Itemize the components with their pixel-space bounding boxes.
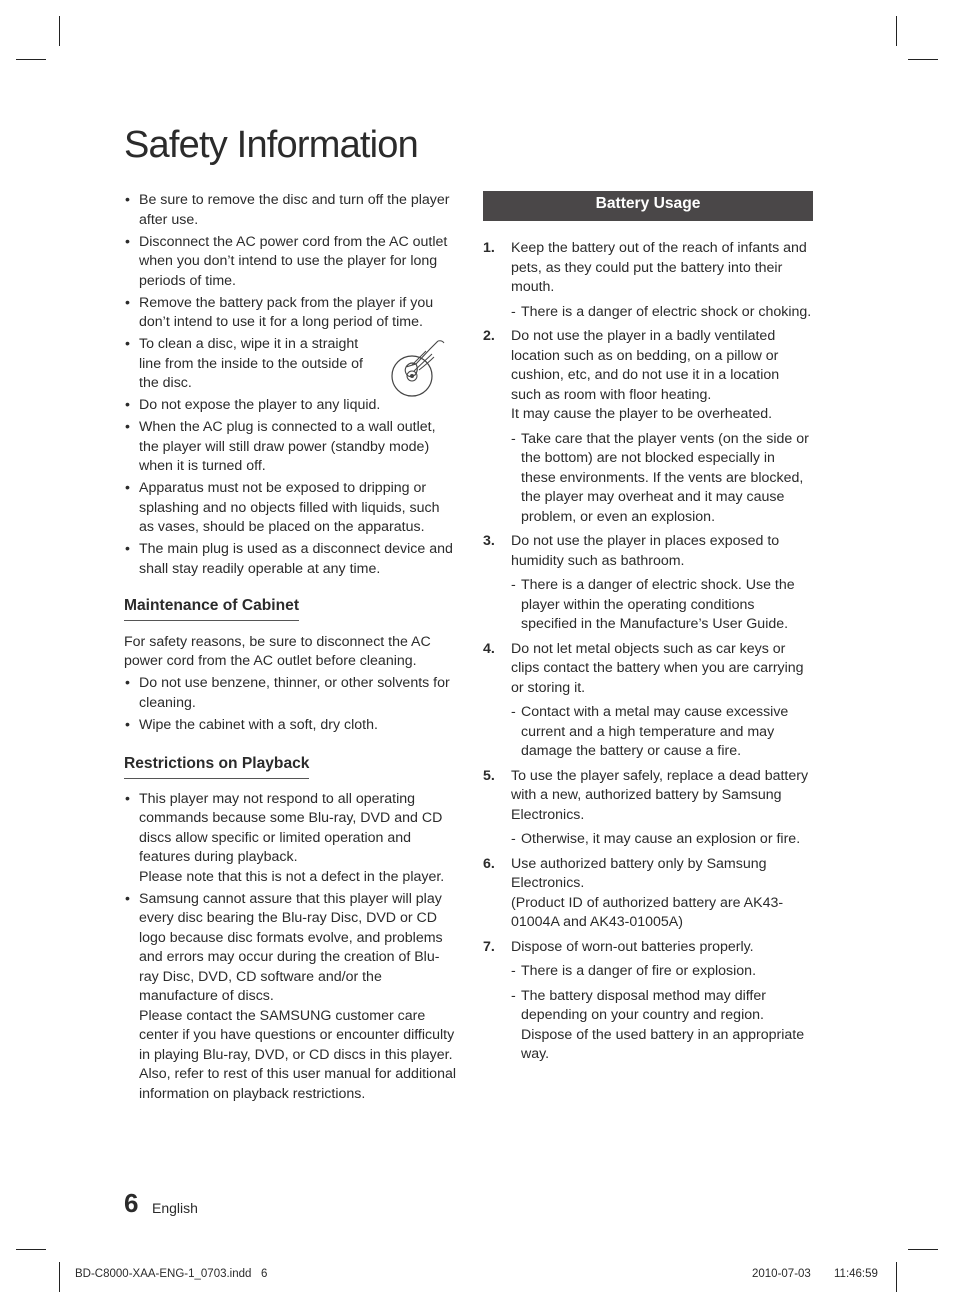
restriction-text: • Samsung cannot assure that this player will play every disc bearing the Blu-ray Disc, DVD or CD logo because disc formats evolve, and problems and errors may occur during the creation of Blu-ray Disc, DVD, CD software and/or the manufacture of discs. [139,890,443,1004]
battery-usage-heading: Battery Usage [483,191,813,221]
restriction-text: • This player may not respond to all operating commands because some Blu-ray, DVD and CD discs allow specific or limited operation and features during playback. [139,790,443,865]
maintenance-intro: For safety reasons, be sure to disconnect the AC power cord from the AC outlet before cleaning. [124,633,431,669]
list-item: • When the AC plug is connected to a wall outlet, the player will still draw power (standby mode) when it is turned off. [124,418,456,477]
page-number: 6 [124,1188,139,1218]
item-note: - Take care that the player vents (on the side or the bottom) are not blocked especially in these environments. If the vents are blocked, the player may overheat and it may cause problem, or even an explosion. [511,430,813,528]
item-body [511,938,813,1065]
battery-item [483,767,813,850]
list-item [124,790,456,888]
item-number: 2. [483,328,495,344]
disc-cleaning-icon [386,337,448,399]
item-body [511,239,813,322]
item-body [511,855,813,933]
item-extra-text: It may cause the player to be overheated. [511,406,773,422]
crop-mark [908,59,938,60]
maintenance-list [124,674,456,735]
battery-list [483,239,813,1065]
item-note: - The battery disposal method may differ depending on your country and region. Dispose of the used battery in an appropriate way. [511,987,813,1065]
item-note: - Contact with a metal may cause excessive current and a high temperature and may damage the battery or cause a fire. [511,703,813,762]
item-extra-text: (Product ID of authorized battery are AK43-01004A and AK43-01005A) [511,894,784,930]
item-note: - There is a danger of electric shock or choking. [511,303,813,323]
item-number: 6. [483,855,495,872]
crop-mark [59,1262,60,1292]
crop-mark [59,16,60,46]
list-item: • Disconnect the AC power cord from the AC outlet when you don’t intend to use the player for long periods of time. [124,233,456,292]
crop-mark [16,59,46,60]
item-text: Do not use the player in a badly ventilated location such as on bedding, on a pillow or cushion, etc, and do not use it in a location such as room with floor heating. [511,328,780,403]
list-item: • Remove the battery pack from the player if you don’t intend to use it for a long period of time. [124,294,456,333]
battery-item [483,938,813,1065]
page-title: Safety Information [124,124,418,166]
battery-item [483,239,813,322]
list-item: • The main plug is used as a disconnect device and shall stay readily operable at any time. [124,540,456,579]
crop-mark [16,1249,46,1250]
left-column [124,191,456,1107]
item-body [511,767,813,850]
slug-file: BD-C8000-XAA-ENG-1_0703.indd 6 [75,1268,268,1280]
restrictions-heading-wrap [124,754,456,779]
list-item: • Be sure to remove the disc and turn off the player after use. [124,191,456,230]
restriction-note: Please note that this is not a defect in the player. [139,868,445,885]
item-number: 1. [483,240,495,256]
maintenance-heading-wrap [124,596,456,621]
battery-item [483,640,813,762]
item-text: Do not let metal objects such as car keys or clips contact the battery when you are carrying or storing it. [511,640,804,696]
item-number: 5. [483,767,495,784]
item-body [511,327,813,527]
item-number: 7. [483,938,495,955]
crop-mark [908,1249,938,1250]
battery-item [483,327,813,527]
item-text: Use authorized battery only by Samsung Electronics. [511,855,767,891]
item-text: Dispose of worn-out batteries properly. [511,938,754,955]
right-column [483,191,813,1070]
restriction-note: Please contact the SAMSUNG customer care center if you have questions or encounter difficulty in playing Blu-ray, DVD, or CD discs in this player. Also, refer to rest of this user manual for additional information on playback restrictions. [139,1007,457,1102]
maintenance-heading: Maintenance of Cabinet [124,596,299,621]
slug-time: 11:46:59 [834,1268,878,1280]
crop-mark [896,1262,897,1292]
slug-date: 2010-07-03 [752,1268,811,1280]
item-body [511,532,813,635]
battery-item [483,855,813,933]
list-item: • Wipe the cabinet with a soft, dry cloth. [124,716,456,736]
item-note: - There is a danger of fire or explosion. [511,962,813,982]
crop-mark [896,16,897,46]
battery-item [483,532,813,635]
item-number: 4. [483,640,495,657]
item-text: Keep the battery out of the reach of infants and pets, as they could put the battery into their mouth. [511,240,807,295]
restrictions-heading: Restrictions on Playback [124,754,309,779]
item-body [511,640,813,762]
list-item: • Do not expose the player to any liquid. [124,396,384,416]
list-item: • To clean a disc, wipe it in a straight line from the inside to the outside of the disc. [124,335,384,394]
item-text: Do not use the player in places exposed to humidity such as bathroom. [511,533,780,569]
item-text: To use the player safely, replace a dead battery with a new, authorized battery by Samsung Electronics. [511,767,809,823]
item-number: 3. [483,533,495,549]
page-language: English [152,1200,198,1216]
item-note: - Otherwise, it may cause an explosion or fire. [511,830,813,850]
list-item: • Apparatus must not be exposed to dripping or splashing and no objects filled with liquids, such as vases, should be placed on the apparatus. [124,479,456,538]
item-note: - There is a danger of electric shock. Use the player within the operating conditions specified in the Manufacture’s User Guide. [511,576,813,635]
list-item [124,890,456,1105]
restrictions-list [124,790,456,1105]
list-item: • Do not use benzene, thinner, or other solvents for cleaning. [124,674,456,713]
